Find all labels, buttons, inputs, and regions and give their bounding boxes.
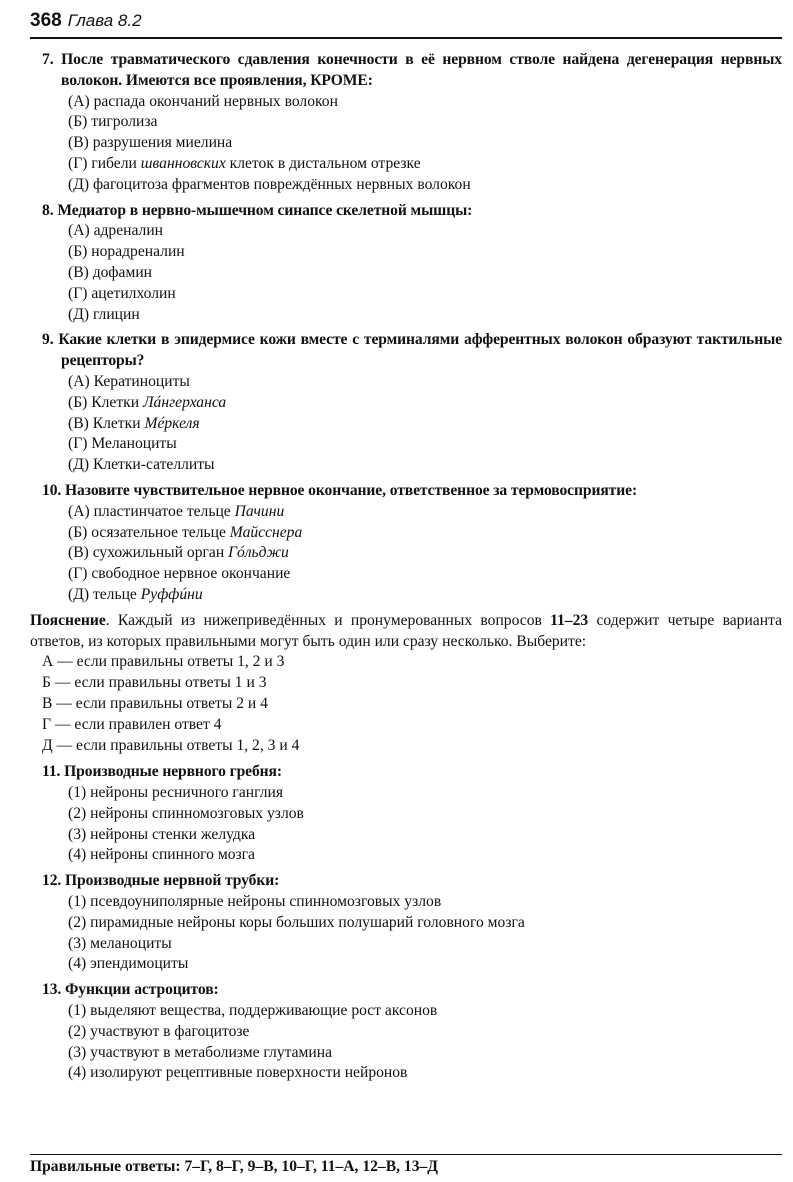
question-text: После травматического сдавления конечности в её нервном стволе найдена дегенерация нервных волокон. Имеются все проявления, КРОМЕ: [61,51,782,89]
answer-option [68,1043,782,1064]
answer-options [30,892,782,975]
answer-option [68,284,782,305]
option-label: (Б) [68,523,88,541]
option-label: (Г) [68,154,88,172]
option-label: (А) [68,92,90,110]
answer-option [68,175,782,196]
option-label: (4) [68,1064,87,1082]
question-stem [30,871,782,892]
question [30,980,782,1084]
option-label: (Д) [68,585,90,603]
answer-code: Б — если правильны ответы 1 и 3 [42,674,267,692]
option-text: фагоцитоза фрагментов повреждённых нервных волокон [92,175,471,193]
option-text: клеток в дистальном отрезке [229,154,421,172]
answer-option [68,502,782,523]
option-text: ацетилхолин [91,284,176,302]
answer-option [68,585,782,606]
option-eponym: шванновских [140,154,226,172]
question-stem [30,980,782,1001]
answer-code: Г — если правилен ответ 4 [42,715,222,733]
option-label: (Д) [68,305,90,323]
option-eponym: Майсснера [229,523,303,541]
question-text: Медиатор в нервно-мышечном синапсе скелетной мышцы: [57,201,473,219]
correct-answers: Правильные ответы: 7–Г, 8–Г, 9–В, 10–Г, 11–А, 12–В, 13–Д [30,1158,439,1175]
option-text: Меланоциты [91,435,177,453]
option-text: Клетки-сателлиты [92,456,215,474]
option-text: норадреналин [91,243,185,261]
option-text: осязательное тельце [91,523,226,541]
answer-option [68,913,782,934]
footer-divider [30,1154,782,1155]
option-label: (Г) [68,284,88,302]
answer-option [68,1022,782,1043]
option-label: (Г) [68,565,88,583]
option-label: (А) [68,372,90,390]
option-label: (В) [68,263,89,281]
option-label: (Г) [68,435,88,453]
answer-option [68,934,782,955]
chapter-title: Глава 8.2 [67,11,142,30]
header-divider [30,37,782,39]
question-text: Производные нервного гребня: [64,763,282,781]
option-label: (2) [68,804,87,822]
question-number: 7. [42,51,54,68]
question-stem [30,201,782,222]
question [30,50,782,196]
question-number: 12. [42,872,62,890]
question [30,871,782,975]
question-number: 11. [42,763,61,781]
option-text: нейроны ресничного ганглия [90,784,283,802]
answer-option [68,825,782,846]
question-number: 13. [42,981,62,999]
option-eponym: Гóльджи [228,544,289,562]
question-number: 8. [42,201,54,219]
page-content [30,50,782,1089]
answer-option [68,434,782,455]
option-text: изолируют рецептивные поверхности нейронов [90,1064,408,1082]
answer-option [68,1063,782,1084]
option-label: (Д) [68,175,90,193]
answer-codes [30,652,782,756]
option-text: меланоциты [90,934,172,952]
question [30,330,782,476]
answer-options [30,221,782,325]
option-text: тигролиза [91,113,158,131]
option-label: (4) [68,846,87,864]
option-label: (3) [68,825,87,843]
answer-option [68,804,782,825]
question-text: Функции астроцитов: [65,981,219,999]
option-label: (1) [68,784,87,802]
option-text: гибели [91,154,137,172]
question-text: Какие клетки в эпидермисе кожи вместе с терминалями афферентных волокон образуют тактильные рецепторы? [58,331,782,370]
question-number: 9. [42,331,54,349]
question-stem [30,50,782,92]
option-text: тельце [92,585,137,603]
answer-options [30,372,782,476]
answer-option [68,133,782,154]
question-stem [30,762,782,783]
answer-option [68,92,782,113]
option-text: выделяют вещества, поддерживающие рост аксонов [90,1002,438,1020]
option-text: эпендимоциты [90,955,189,973]
option-text: участвуют в метаболизме глутамина [90,1043,333,1061]
question [30,762,782,866]
option-label: (В) [68,134,89,152]
question-stem [30,481,782,502]
option-eponym: Мéркеля [144,414,200,432]
answer-option [68,414,782,435]
answer-options [30,783,782,866]
option-text: нейроны стенки желудка [90,825,256,843]
option-text: сухожильный орган [92,544,225,562]
option-text: нейроны спинного мозга [90,846,255,864]
option-text: нейроны спинномозговых узлов [90,804,304,822]
question-text: Назовите чувствительное нервное окончание, ответственное за термовосприятие: [65,481,638,499]
answer-option [68,564,782,585]
option-text: псевдоуниполярные нейроны спинномозговых узлов [90,893,442,911]
option-label: (3) [68,934,87,952]
explanation-text-after: содержит четыре варианта ответов, из которых правильными могут быть один или сразу несколько. Выберите: [30,611,782,650]
answer-options [30,502,782,606]
option-label: (4) [68,955,87,973]
option-label: (А) [68,222,90,240]
answer-option [68,263,782,284]
answer-code: Д — если правильны ответы 1, 2, 3 и 4 [42,736,300,754]
option-label: (1) [68,1002,87,1020]
answer-code: В — если правильны ответы 2 и 4 [42,694,268,712]
option-text: распада окончаний нервных волокон [93,92,338,110]
question [30,201,782,326]
option-text: Клетки [92,414,141,432]
answer-option [68,372,782,393]
option-eponym: Руффúни [140,585,203,603]
option-text: разрушения миелина [92,134,233,152]
answer-option [68,242,782,263]
answer-options [30,1001,782,1084]
page-number: 368 [30,10,62,31]
answer-option [68,783,782,804]
answer-option [68,112,782,133]
option-text: участвуют в фагоцитозе [90,1022,250,1040]
option-text: пирамидные нейроны коры больших полушарий головного мозга [90,913,525,931]
answer-option [68,523,782,544]
option-label: (В) [68,544,89,562]
answer-option [68,305,782,326]
option-label: (А) [68,502,90,520]
questions-block-1 [30,50,782,606]
explanation-text-before: . Каждый из нижеприведённых и пронумерованных вопросов [105,611,551,629]
answer-option [68,892,782,913]
option-text: глицин [92,305,140,323]
page-header [30,10,782,36]
option-label: (Б) [68,113,88,131]
answer-options [30,92,782,196]
answer-option [68,954,782,975]
option-label: (1) [68,893,87,911]
question [30,481,782,606]
option-eponym: Лáнгерханса [143,393,227,411]
option-label: (В) [68,414,89,432]
option-label: (2) [68,1022,87,1040]
option-label: (Б) [68,243,88,261]
option-label: (Д) [68,456,90,474]
answer-option [68,1001,782,1022]
question-stem [30,330,782,372]
option-label: (Б) [68,393,88,411]
answer-option [68,393,782,414]
answer-option [68,221,782,242]
option-label: (3) [68,1043,87,1061]
explanation-range: 11–23 [550,611,589,629]
option-label: (2) [68,913,87,931]
explanation-label: Пояснение [30,611,106,629]
answer-code: А — если правильны ответы 1, 2 и 3 [42,653,285,671]
explanation-paragraph [30,611,782,653]
option-text: адреналин [93,222,164,240]
question-number: 10. [42,481,62,499]
option-text: дофамин [92,263,153,281]
option-text: Кератиноциты [93,372,190,390]
question-text: Производные нервной трубки: [65,872,280,890]
option-text: свободное нервное окончание [91,565,291,583]
option-text: Клетки [91,393,140,411]
answer-option [68,543,782,564]
option-text: пластинчатое тельце [93,502,231,520]
answer-option [68,154,782,175]
answer-option [68,455,782,476]
option-eponym: Пачини [234,502,285,520]
answer-option [68,845,782,866]
questions-block-2 [30,762,782,1084]
